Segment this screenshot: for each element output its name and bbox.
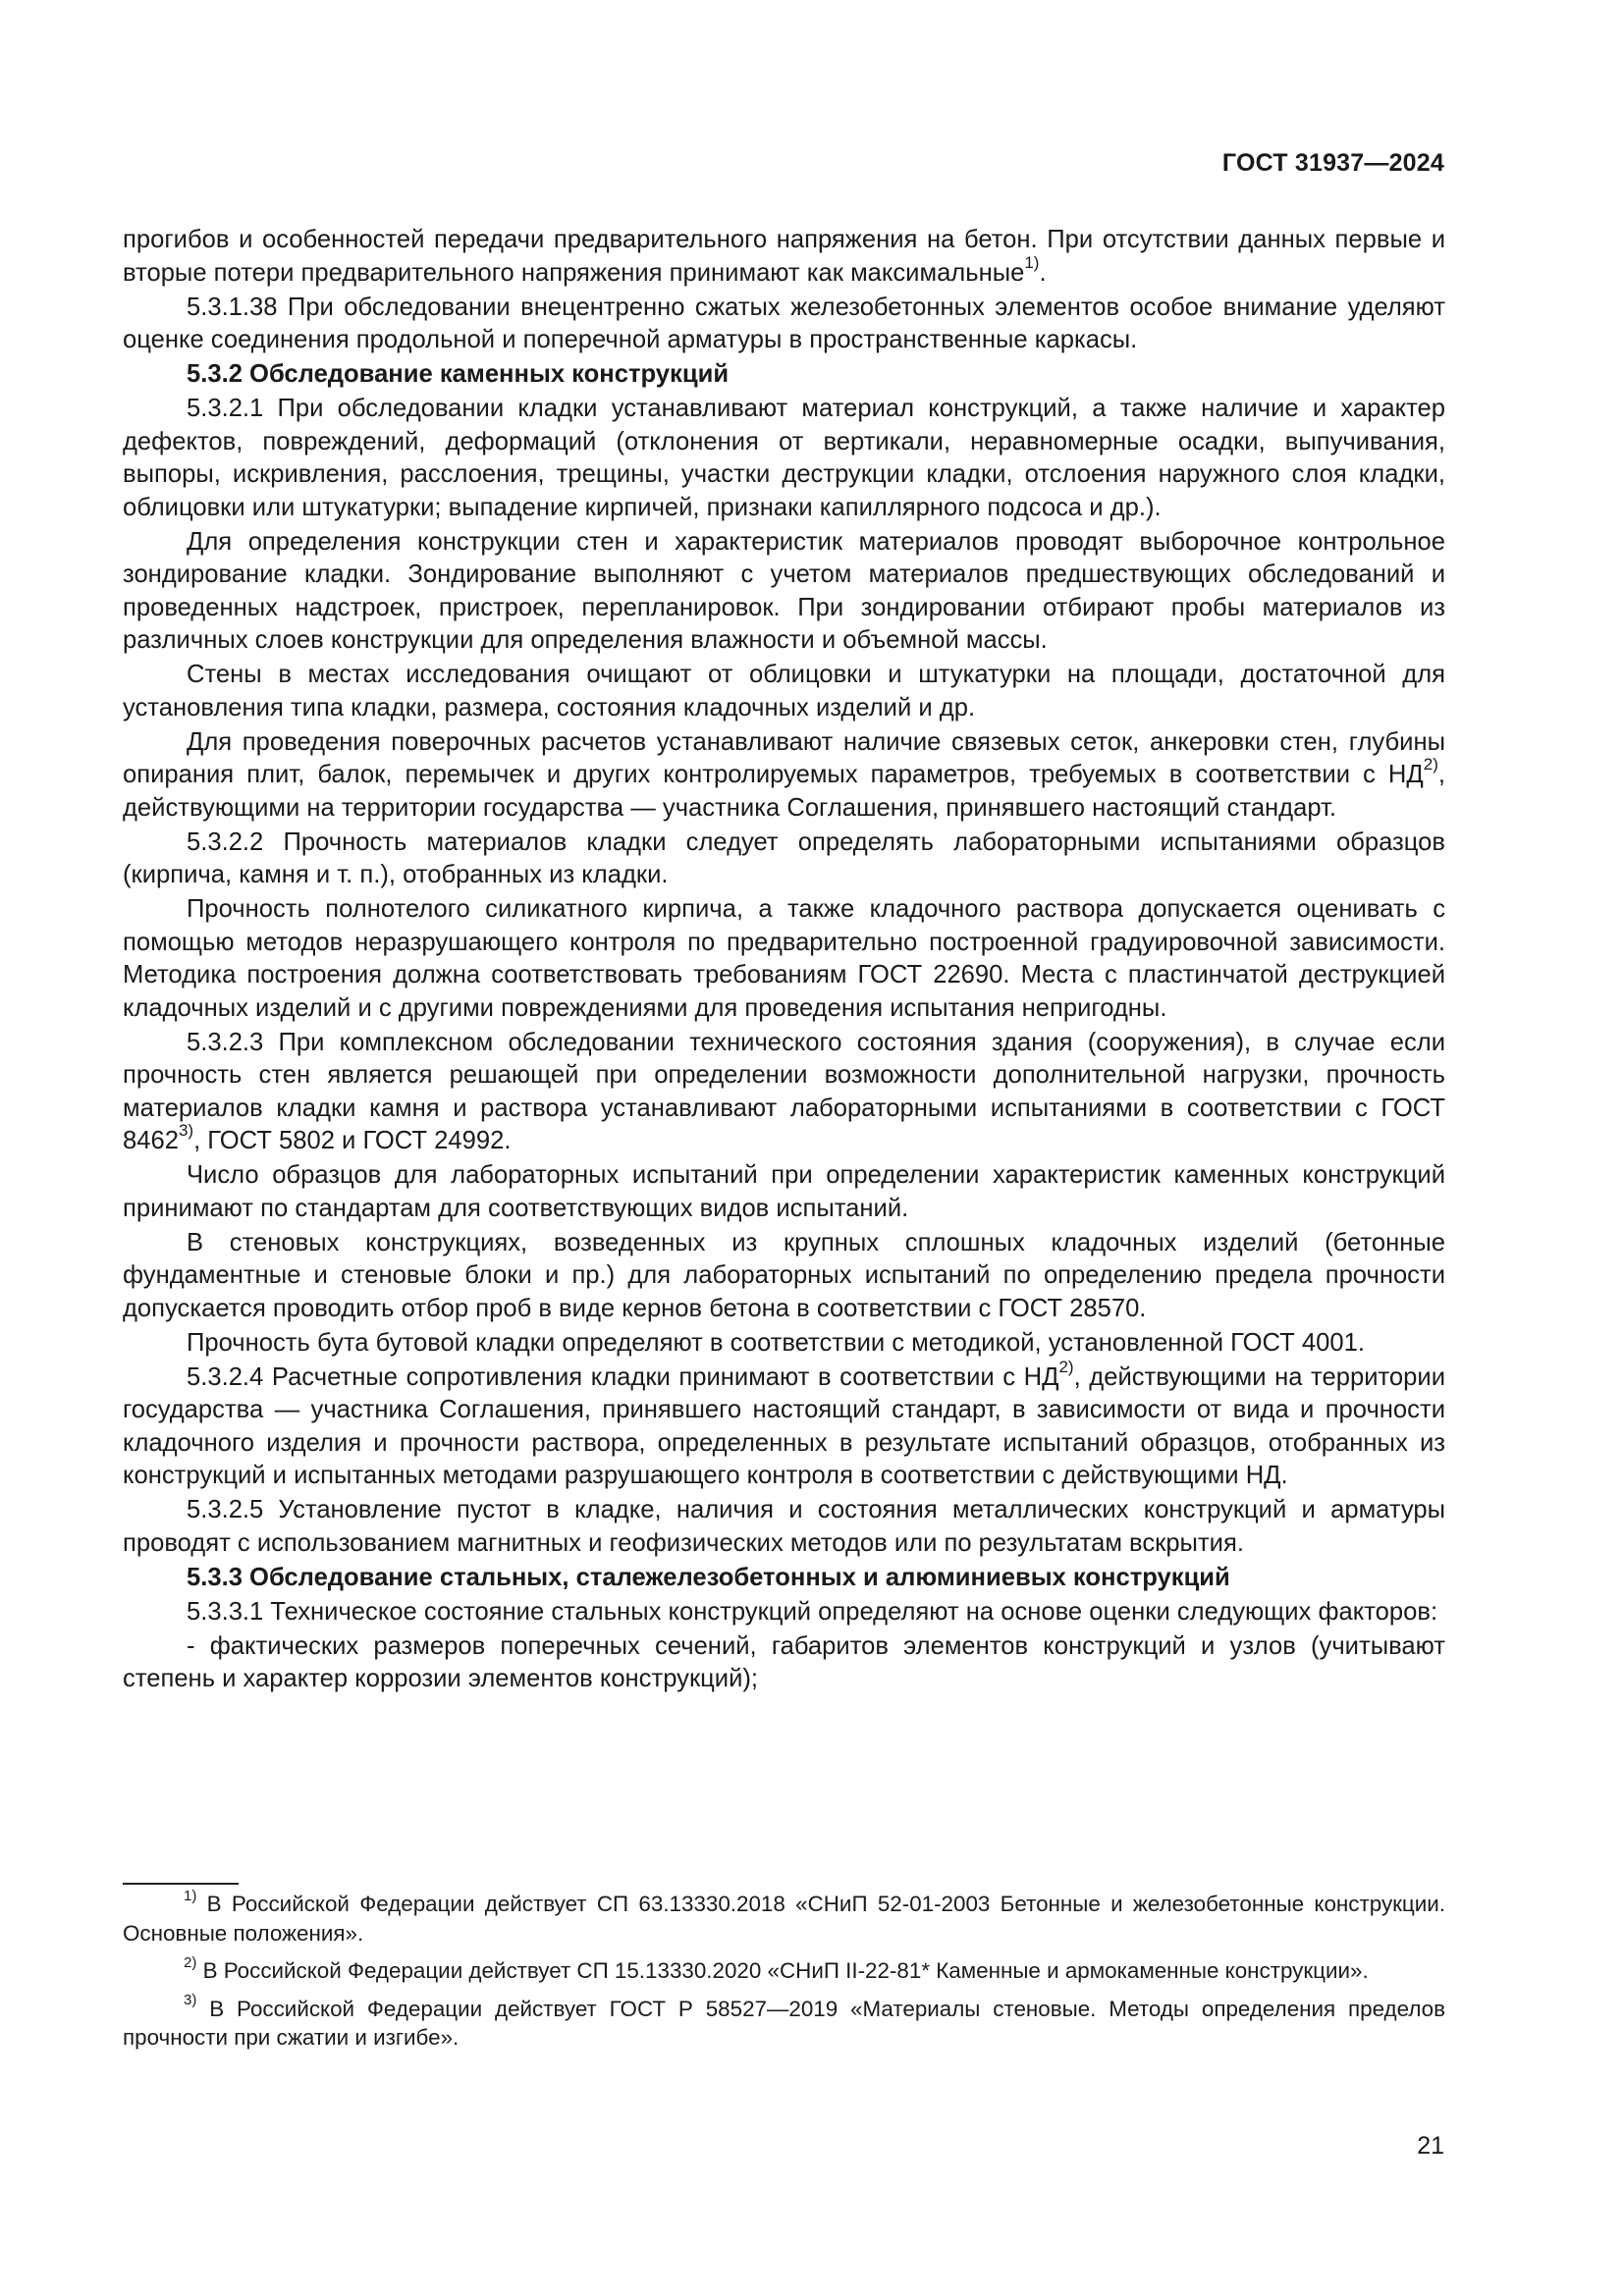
- paragraph: 5.3.2.1 При обследовании кладки устанавливают материал конструкций, а также наличие и характер дефектов, повреждений, деформаций (отклонения от вертикали, неравномерные осадки, выпучивания, выпоры, искривления, расслоения, трещины, участки деструкции кладки, отслоения наружного слоя кладки, облицовки или штукатурки; выпадение кирпичей, признаки капиллярного подсоса и др.).: [123, 395, 1445, 521]
- document-body: [123, 224, 1445, 1697]
- paragraph: Стены в местах исследования очищают от облицовки и штукатурки на площади, достаточной для установления типа кладки, размера, состояния кладочных изделий и др.: [123, 661, 1445, 721]
- footnote: $^{3)}$ В Российской Федерации действует ГОСТ Р 58527—2019 «Материалы стеновые. Методы определения пределов прочности при сжатии и изгибе».: [123, 1992, 1445, 2050]
- footnote-separator: [123, 1883, 239, 1885]
- list-item: - фактических размеров поперечных сечений, габаритов элементов конструкций и узлов (учитывают степень и характер коррозии элементов конструкций);: [123, 1631, 1445, 1692]
- paragraph: 5.3.2.2 Прочность материалов кладки следует определять лабораторными испытаниями образцов (кирпича, камня и т. п.), отобранных из кладки.: [123, 828, 1445, 888]
- paragraph: прогибов и особенностей передачи предварительного напряжения на бетон. При отсутствии данных первые и вторые потери предварительного напряжения принимают как максимальные$^{1)}$.: [123, 226, 1445, 287]
- section-heading-5-3-2: 5.3.2 Обследование каменных конструкций: [187, 360, 730, 388]
- page-number: 21: [1417, 2132, 1444, 2160]
- paragraph: 5.3.1.38 При обследовании внецентренно сжатых железобетонных элементов особое внимание уделяют оценке соединения продольной и поперечной арматуры в пространственные каркасы.: [123, 293, 1445, 353]
- paragraph: Для определения конструкции стен и характеристик материалов проводят выборочное контрольное зондирование кладки. Зондирование выполняют с учетом материалов предшествующих обследований и проведенных надстроек, пристроек, перепланировок. При зондировании отбирают пробы материалов из различных слоев конструкции для определения влажности и объемной массы.: [123, 527, 1445, 654]
- footnotes: [123, 1887, 1445, 2061]
- paragraph: 5.3.2.4 Расчетные сопротивления кладки принимают в соответствии с НД$^{2)}$, действующими на территории государства — участника Соглашения, принявшего настоящий стандарт, в зависимости от вида и прочности кладочного изделия и прочности раствора, определенных в результате испытаний образцов, отобранных из конструкций и испытанных методами разрушающего контроля в соответствии с действующими НД.: [123, 1357, 1445, 1489]
- paragraph: Прочность бута бутовой кладки определяют в соответствии с методикой, установленной ГОСТ 4001.: [187, 1328, 1365, 1357]
- paragraph: 5.3.2.5 Установление пустот в кладке, наличия и состояния металлических конструкций и арматуры проводят с использованием магнитных и геофизических методов или по результатам вскрытия.: [123, 1496, 1445, 1557]
- document-header: ГОСТ 31937—2024: [1221, 149, 1444, 177]
- section-heading-5-3-3: 5.3.3 Обследование стальных, сталежелезобетонных и алюминиевых конструкций: [187, 1563, 1230, 1591]
- footnote: $^{2)}$ В Российской Федерации действует СП 15.13330.2020 «СНиП II-22-81* Каменные и армокаменные конструкции».: [184, 1953, 1369, 1983]
- footnote: $^{1)}$ В Российской Федерации действует СП 63.13330.2018 «СНиП 52-01-2003 Бетонные и железобетонные конструкции. Основные положения».: [123, 1887, 1445, 1946]
- paragraph: 5.3.2.3 При комплексном обследовании технического состояния здания (сооружения), в случае если прочность стен является решающей при определении возможности дополнительной нагрузки, прочность материалов кладки камня и раствора устанавливают лабораторными испытаниями в соответствии с ГОСТ 8462$^{3)}$, ГОСТ 5802 и ГОСТ 24992.: [123, 1028, 1445, 1154]
- paragraph: В стеновых конструкциях, возведенных из крупных сплошных кладочных изделий (бетонные фундаментные и стеновые блоки и пр.) для лабораторных испытаний по определению предела прочности допускается проводить отбор проб в виде кернов бетона в соответствии с ГОСТ 28570.: [123, 1228, 1445, 1322]
- paragraph: 5.3.3.1 Техническое состояние стальных конструкций определяют на основе оценки следующих факторов:: [187, 1597, 1438, 1626]
- paragraph: Прочность полнотелого силикатного кирпича, а также кладочного раствора допускается оценивать с помощью методов неразрушающего контроля по предварительно построенной градуировочной зависимости. Методика построения должна соответствовать требованиям ГОСТ 22690. Места с пластинчатой деструкцией кладочных изделий и с другими повреждениями для проведения испытания непригодны.: [123, 895, 1445, 1022]
- paragraph: Число образцов для лабораторных испытаний при определении характеристик каменных конструкций принимают по стандартам для соответствующих видов испытаний.: [123, 1161, 1445, 1222]
- paragraph: Для проведения поверочных расчетов устанавливают наличие связевых сеток, анкеровки стен, глубины опирания плит, балок, перемычек и других контролируемых параметров, требуемых в соответствии с НД$^{2)}$, действующими на территории государства — участника Соглашения, принявшего настоящий стандарт.: [123, 727, 1445, 822]
